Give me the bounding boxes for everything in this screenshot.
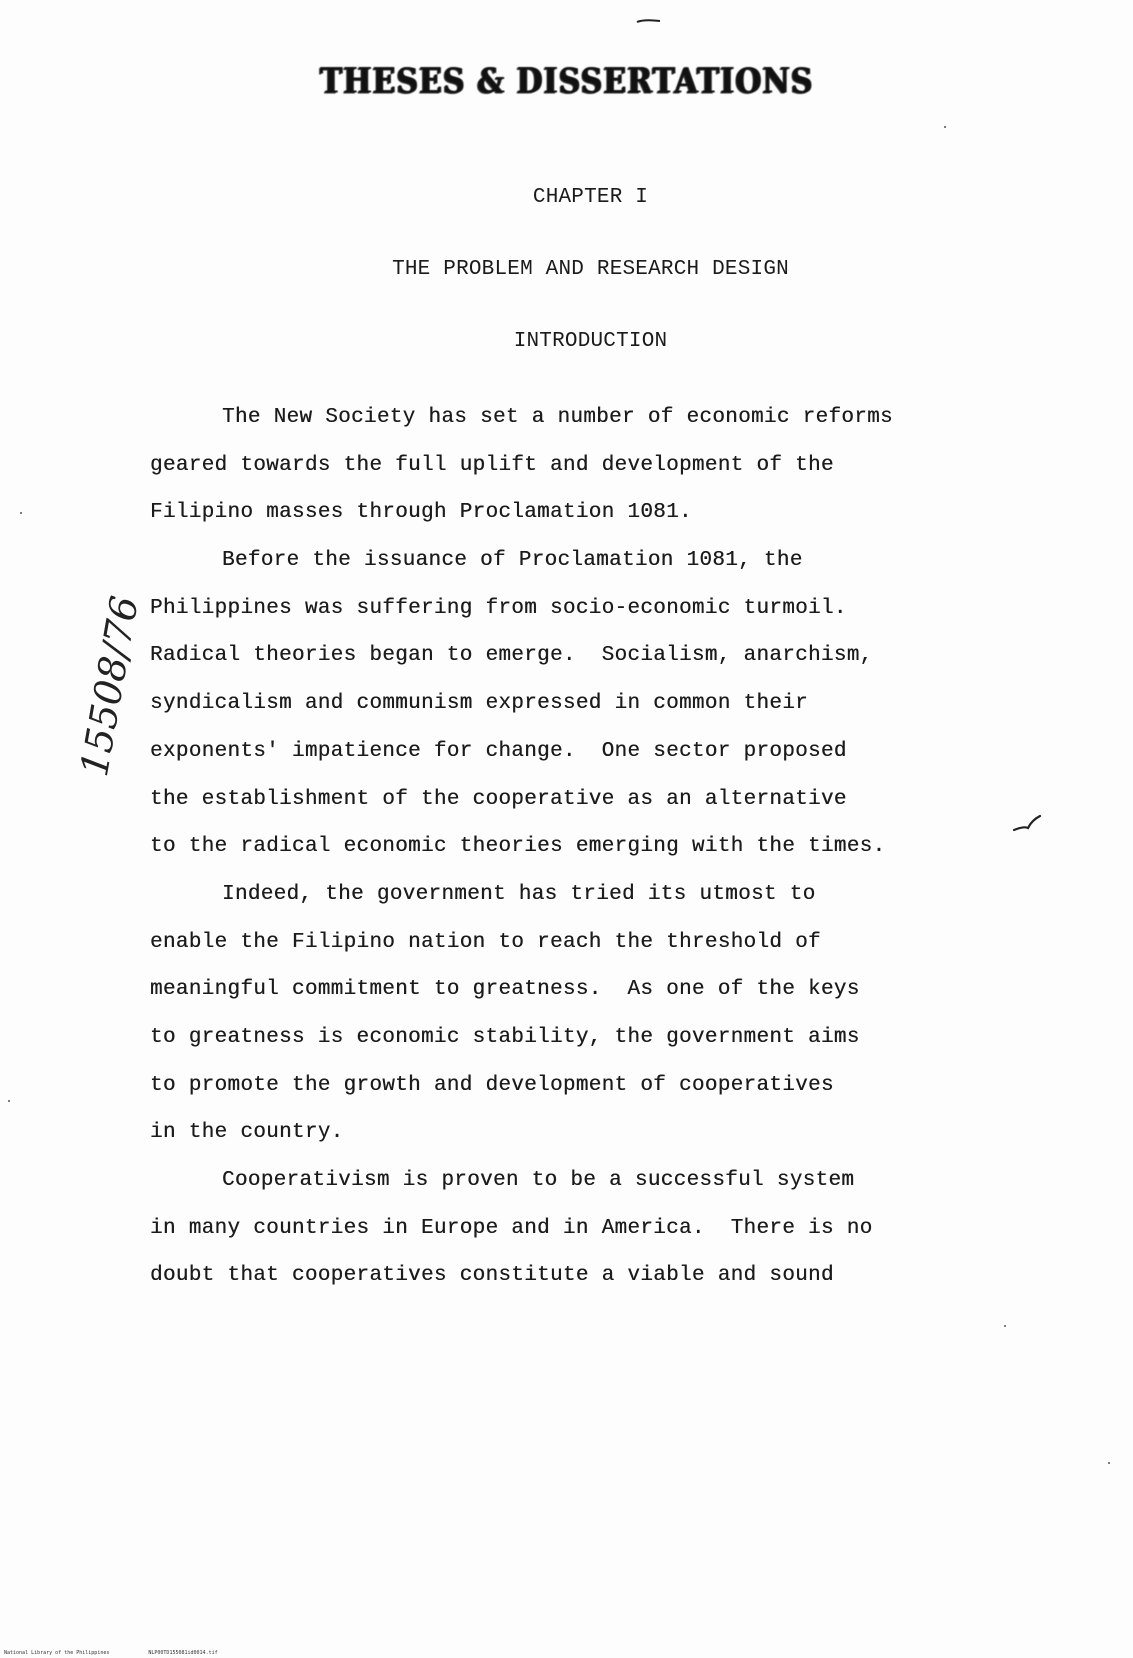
body-line: doubt that cooperatives constitute a viable and sound [150,1264,834,1288]
body-line: to promote the growth and development of cooperatives [150,1073,834,1097]
scan-speck [8,1100,10,1102]
ink-smudge [636,18,662,24]
footer-institution: National Library of the Philippines [4,1650,110,1656]
body-line: in many countries in Europe and in America. There is no [150,1216,873,1240]
handwritten-accession-number: 15508/76 [72,592,147,780]
body-line: the establishment of the cooperative as an alternative [150,787,847,811]
body-line: Philippines was suffering from socio-economic turmoil. [150,596,847,620]
body-line: to greatness is economic stability, the government aims [150,1025,860,1049]
chapter-title: THE PROBLEM AND RESEARCH DESIGN [392,258,789,281]
handwritten-mark-icon [1010,808,1050,836]
body-line: Before the issuance of Proclamation 1081, the [222,549,803,573]
scan-speck [1108,1462,1110,1464]
body-line: in the country. [150,1121,344,1145]
body-text [150,394,950,1300]
section-title: INTRODUCTION [513,330,668,353]
scan-footer [4,1650,254,1656]
body-line: to the radical economic theories emerging with the times. [150,835,886,859]
footer-filename: NLP00TD155081id0014.tif [148,1650,218,1656]
chapter-heading: CHAPTER I [532,186,649,209]
body-line: geared towards the full uplift and development of the [150,453,834,477]
body-line: Indeed, the government has tried its utmost to [222,882,816,906]
stamp-theses-dissertations: THESES & DISSERTATIONS [319,61,814,102]
body-line: Cooperativism is proven to be a successful system [222,1169,855,1192]
scan-speck [944,126,946,128]
body-line: exponents' impatience for change. One sector proposed [150,739,847,763]
scan-speck [20,512,22,514]
body-line: enable the Filipino nation to reach the threshold of [150,930,821,954]
body-line: Radical theories began to emerge. Socialism, anarchism, [150,644,873,668]
scan-speck [1004,1325,1006,1327]
body-line: syndicalism and communism expressed in common their [150,692,809,716]
body-line: The New Society has set a number of economic reforms [222,406,893,429]
body-line: Filipino masses through Proclamation 1081. [150,501,692,525]
body-line: meaningful commitment to greatness. As one of the keys [150,978,860,1002]
